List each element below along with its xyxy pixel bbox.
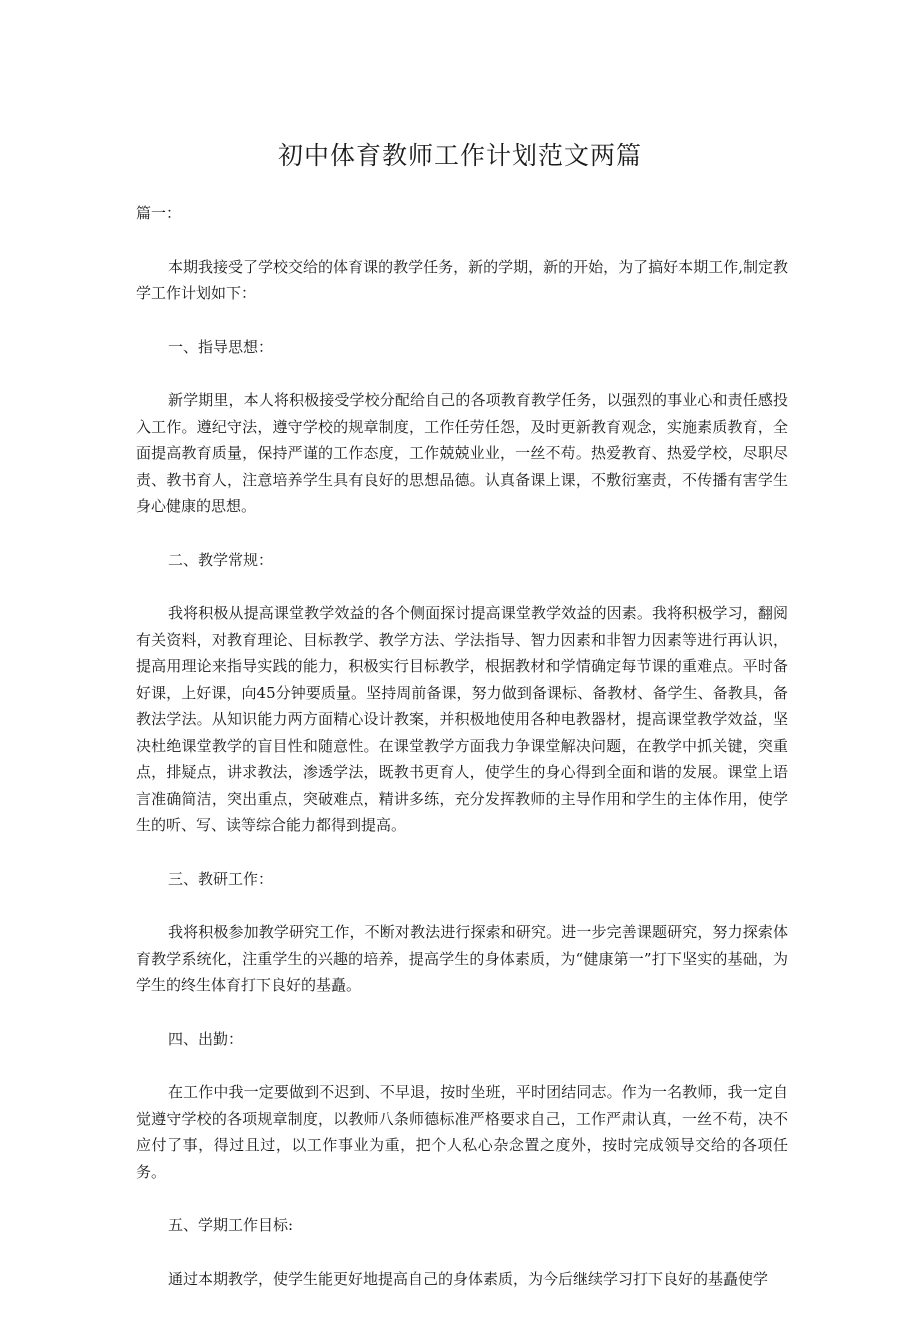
section-heading-1: 一、指导思想： <box>168 337 274 356</box>
section-heading-4: 四、出勤： <box>168 1029 244 1048</box>
intro-paragraph: 本期我接受了学校交给的体育课的教学任务，新的学期，新的开始，为了搞好本期工作,制定教学工作计划如下： <box>136 257 788 302</box>
section-paragraph-5: 通过本期教学，使学生能更好地提高自己的身体素质，为今后继续学习打下良好的基矗使学 <box>168 1269 769 1288</box>
section-paragraph-2: 我将积极从提高课堂教学效益的各个侧面探讨提高课堂教学效益的因素。我将积极学习，翻阅有关资料，对教育理论、目标教学、教学方法、学法指导、智力因素和非智力因素等进行再认识，提高用理论来指导实践的能力，积极实行目标教学，根据教材和学情确定每节课的重难点。平时备好课，上好课，向45分钟要质量。坚持周前备课，努力做到备课标、备教材、备学生、备教具，备教法学法。从知识能力两方面精心设计教案，并积极地使用各种电教器材，提高课堂教学效益，坚决杜绝课堂教学的盲目性和随意性。在课堂教学方面我力争课堂解决问题，在教学中抓关键，突重点，排疑点，讲求教法，渗透学法，既教书更育人，使学生的身心得到全面和谐的发展。课堂上语言准确简洁，突出重点，突破难点，精讲多练，充分发挥教师的主导作用和学生的主体作用，使学生的听、写、读等综合能力都得到提高。 <box>136 604 788 834</box>
section-paragraph-3: 我将积极参加教学研究工作，不断对教法进行探索和研究。进一步完善课题研究，努力探索体育教学系统化，注重学生的兴趣的培养，提高学生的身体素质，为“健康第一”打下坚实的基础，为学生的终生体育打下良好的基矗。 <box>136 923 788 994</box>
section-paragraph-1: 新学期里，本人将积极接受学校分配给自己的各项教育教学任务，以强烈的事业心和责任感投入工作。遵纪守法，遵守学校的规章制度，工作任劳任怨，及时更新教育观念，实施素质教育，全面提高教育质量，保持严谨的工作态度，工作兢兢业业，一丝不苟。热爱教育、热爱学校，尽职尽责、教书育人，注意培养学生具有良好的思想品德。认真备课上课，不敷衍塞责，不传播有害学生身心健康的思想。 <box>136 391 788 515</box>
article-label: 篇一： <box>136 204 182 222</box>
section-heading-5: 五、学期工作目标: <box>168 1216 294 1234</box>
section-paragraph-4: 在工作中我一定要做到不迟到、不早退，按时坐班，平时团结同志。作为一名教师，我一定自觉遵守学校的各项规章制度，以教师八条师德标准严格要求自己，工作严肃认真，一丝不苟，决不应付了事，得过且过，以工作事业为重，把个人私心杂念置之度外，按时完成领导交给的各项任务。 <box>136 1083 788 1181</box>
document-body <box>136 200 788 1319</box>
section-heading-2: 二、教学常规： <box>168 550 274 569</box>
document-title: 初中体育教师工作计划范文两篇 <box>277 141 642 170</box>
section-heading-3: 三、教研工作： <box>168 869 274 888</box>
